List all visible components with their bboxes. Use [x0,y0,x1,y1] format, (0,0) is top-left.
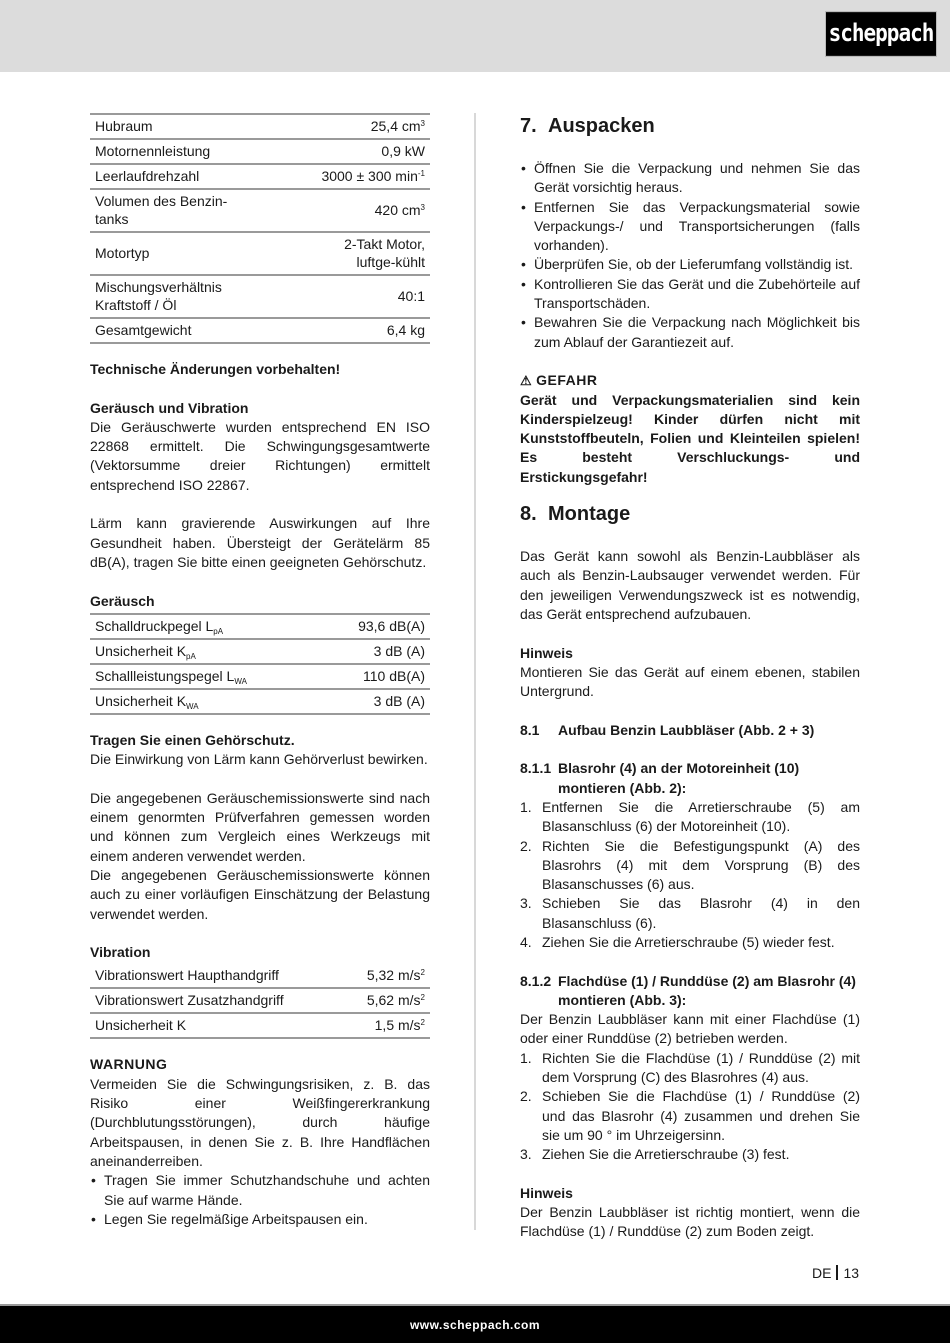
assembly-intro: Das Gerät kann sowohl als Benzin-Laubbläser als auch als Benzin-Laubsauger verwendet werden. Für den jeweiligen Verwendungszweck ist es notwendig, das Gerät entsprechend aufzubauen. [520,548,860,622]
spec-label: Volumen des Benzin-tanks [90,189,253,232]
website-link[interactable]: www.scheppach.com [409,1318,541,1332]
tech-changes-notice: Technische Änderungen vorbehalten! [90,361,341,377]
table-row [90,232,430,275]
noise-value: 93,6 dB(A) [320,614,430,639]
vibration-heading: Vibration [90,944,151,961]
list-item: 3. Schieben Sie das Blasrohr (4) in den Blasanschluss (6). [520,895,860,931]
spec-value: 25,4 $cm^3$ [253,114,430,139]
brand-name: scheppach [828,19,934,48]
note-text: Montieren Sie das Gerät auf einem ebenen, stabilen Untergrund. [520,663,860,700]
vibration-value: 1,5 $m/s^2$ [343,1013,430,1038]
section-7-title: 7. Auspacken [520,115,655,137]
warning-text: Vermeiden Sie die Schwingungsrisiken, z. B. das Risiko einer Weißfingererkrankung (Durchblutungsstörungen), durch häufige Arbeitspausen, in denen Sie z. B. Ihre Handflächen aneinanderreiben. [90,1075,430,1169]
spec-value: 40:1 [253,275,430,318]
noise-value: 3 dB (A) [320,639,430,664]
column-divider [474,113,476,1230]
spec-value: 6,4 kg [253,318,430,343]
ear-protection-heading: Tragen Sie einen Gehörschutz. [90,731,295,748]
noise-heading: Geräusch [90,592,155,609]
table-row [90,639,430,664]
vibration-value: 5,62 $m/s^2$ [343,988,430,1013]
unpacking-list [520,159,860,352]
list-item: • Bewahren Sie die Verpackung nach Möglichkeit bis zum Ablauf der Garantiezeit auf. [520,313,860,352]
list-item: 1. Entfernen Sie die Arretierschraube (5) am Blasanschluss (6) der Motoreinheit (10). [520,798,860,835]
section-8-1-1-title: 8.1.1 Blasrohr (4) an der Motoreinheit (10) montieren (Abb. 2): [520,760,800,796]
noise-value: 3 dB (A) [320,689,430,714]
final-note-text: Der Benzin Laubbläser ist richtig montiert, wenn die Flachdüse (1) / Runddüse (2) zum Boden zeigt. [520,1204,860,1240]
spec-label: Leerlaufdrehzahl [90,164,253,189]
table-row [90,164,430,189]
list-item: 1. Richten Sie die Flachdüse (1) / Runddüse (2) mit dem Vorsprung (C) des Blasrohres (4) aus. [520,1049,860,1086]
spec-label: Hubraum [90,114,253,139]
vibration-label: Vibrationswert Zusatzhandgriff [90,988,343,1013]
noise-warning-text: Lärm kann gravierende Auswirkungen auf Ihre Gesundheit haben. Übersteigt der Gerätelärm 85 dB(A), tragen Sie bitte einen geeigneten Gehörschutz. [90,515,430,570]
list-item: • Kontrollieren Sie das Gerät und die Zubehörteile auf Transportschäden. [520,275,860,314]
scheppach-logo [825,11,937,57]
table-row [90,664,430,689]
page-number: DE 13 [812,1265,860,1281]
list-item: • Öffnen Sie die Verpackung und nehmen Sie das Gerät vorsichtig heraus. [520,159,860,198]
noise-vibration-heading: Geräusch und Vibration [90,399,249,416]
vibration-label: Unsicherheit K [90,1013,343,1038]
emission-text-2: Die angegebenen Geräuschemissionswerte können auch zu einer vorläufigen Einschätzung der Belastung verwendet werden. [90,866,430,922]
list-item: 2. Richten Sie die Befestigungspunkt (A) des Blasrohrs (4) mit dem Vorsprung (B) des Blasanschusses (6) aus. [520,837,860,893]
danger-heading: ⚠ GEFAHR [520,372,598,389]
right-column [520,113,860,1242]
warning-heading: WARNUNG [90,1056,168,1073]
noise-label: Schallleistungspegel $L_{WA}$ [90,664,320,689]
spec-label: Gesamtgewicht [90,318,253,343]
warning-triangle-icon: ⚠ [520,373,533,389]
header-bar [0,0,950,72]
table-row [90,614,430,639]
list-item: 2. Schieben Sie die Flachdüse (1) / Runddüse (2) und das Blasrohr (4) zusammen und drehen Sie sie um 90 ° im Uhrzeigersinn. [520,1088,860,1143]
table-row [90,114,430,139]
noise-label: Unsicherheit $K_{WA}$ [90,689,320,714]
blasrohr-steps [520,798,860,952]
noise-table [90,613,430,715]
note-heading: Hinweis [520,644,573,661]
spec-value: 0,9 kW [253,139,430,164]
table-row [90,964,430,988]
table-row [90,1013,430,1038]
emission-text-1: Die angegebenen Geräuschemissionswerte sind nach einem genormten Prüfverfahren gemessen worden und können zum Vergleich eines Werkzeugs mit einem anderen verwendet werden. [90,789,430,864]
list-item: • Legen Sie regelmäßige Arbeitspausen ein. [90,1210,430,1229]
spec-value: 3000 ± 300 $\min^{-1}$ [253,164,430,189]
section-8-title: 8. Montage [520,503,631,526]
list-item: • Überprüfen Sie, ob der Lieferumfang vollständig ist. [520,255,860,274]
separator [836,1265,838,1280]
table-row [90,189,430,232]
spec-label: Mischungsverhältnis Kraftstoff / Öl [90,275,253,318]
technical-data-table [90,113,430,344]
table-row [90,689,430,714]
noise-label: Unsicherheit $K_{pA}$ [90,639,320,664]
list-item: • Tragen Sie immer Schutzhandschuhe und achten Sie auf warme Hände. [90,1171,430,1210]
vibration-value: 5,32 $m/s^2$ [343,964,430,988]
table-row [90,318,430,343]
nozzle-intro: Der Benzin Laubbläser kann mit einer Flachdüse (1) oder einer Runddüse (2) betrieben werden. [520,1011,860,1047]
spec-value: 2-Takt Motor, luftge-kühlt [253,232,430,275]
nozzle-steps [520,1049,860,1165]
table-row [90,139,430,164]
table-row [90,275,430,318]
table-row [90,988,430,1013]
spec-label: Motornennleistung [90,139,253,164]
ear-protection-text: Die Einwirkung von Lärm kann Gehörverlust bewirken. [90,751,428,768]
vibration-label: Vibrationswert Haupthandgriff [90,964,343,988]
noise-value: 110 dB(A) [320,664,430,689]
footer-bar [0,1304,950,1343]
final-note-heading: Hinweis [520,1184,573,1201]
spec-value: 420 $cm^3$ [253,189,430,232]
list-item: • Entfernen Sie das Verpackungsmaterial sowie Verpackungs-/ und Transportsicherungen (falls vorhanden). [520,198,860,256]
noise-label: Schalldruckpegel $L_{pA}$ [90,614,320,639]
danger-text: Gerät und Verpackungsmaterialien sind kein Kinderspielzeug! Kinder dürfen nicht mit Kunststoffbeuteln, Folien und Kleinteilen spielen! Es besteht Verschluckungs- und Erstickungsgefahr! [520,391,860,485]
list-item: 3. Ziehen Sie die Arretierschraube (3) fest. [520,1146,790,1163]
vibration-table [90,964,430,1039]
section-8-1-2-title: 8.1.2 Flachdüse (1) / Runddüse (2) am Blasrohr (4) montieren (Abb. 3): [520,972,856,1008]
section-8-1-title: 8.1 Aufbau Benzin Laubbläser (Abb. 2 + 3) [520,721,815,738]
list-item: 4. Ziehen Sie die Arretierschraube (5) wieder fest. [520,933,835,950]
noise-vibration-text: Die Geräuschwerte wurden entsprechend EN ISO 22868 ermittelt. Die Schwingungsgesamtwerte (Vektorsumme dreier Richtungen) ermittelt entsprechend ISO 22867. [90,418,430,493]
warning-list [90,1171,430,1229]
left-column [90,113,430,1229]
spec-label: Motortyp [90,232,253,275]
